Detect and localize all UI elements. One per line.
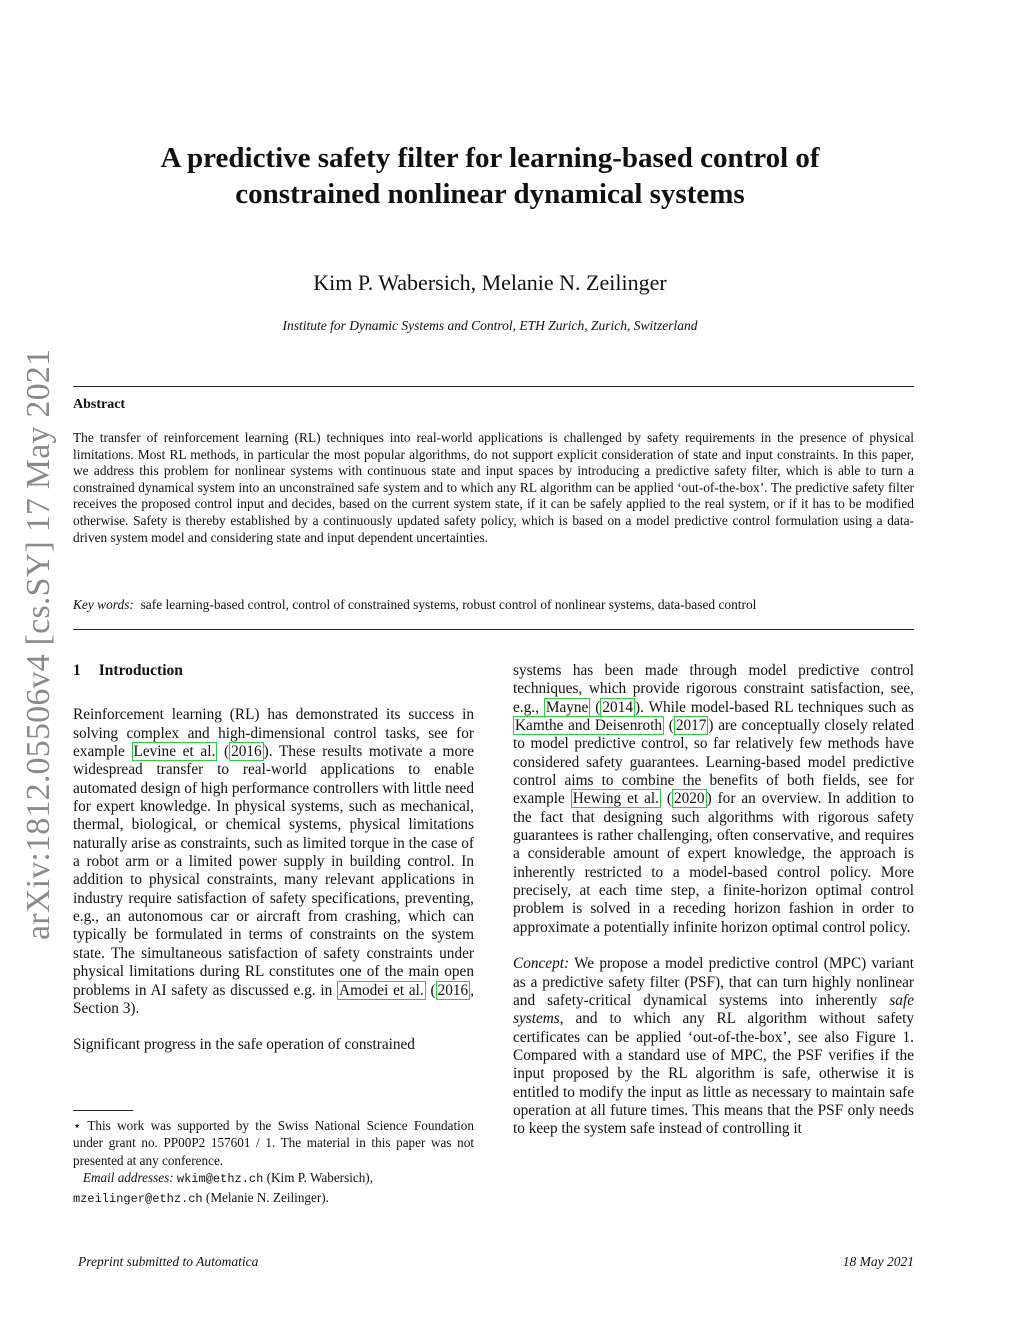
section-number: 1 — [73, 662, 81, 679]
section-title: Introduction — [98, 662, 183, 679]
right-column — [513, 662, 914, 1157]
keywords-label: Key words: — [73, 597, 134, 612]
intro-paragraph-2-continued — [513, 662, 914, 937]
abstract-bottom-rule — [73, 629, 914, 630]
left-column — [73, 662, 474, 1073]
citation-year-link-kamthe[interactable]: 2017 — [675, 717, 707, 735]
footnote-support — [73, 1117, 474, 1169]
footer-preprint-note: Preprint submitted to Automatica — [78, 1254, 259, 1269]
email-name-wabersich: (Kim P. Wabersich), — [263, 1170, 373, 1186]
email-label: Email addresses: — [82, 1170, 174, 1186]
abstract-heading: Abstract — [73, 397, 126, 412]
footnote-star: ⋆ — [73, 1118, 82, 1133]
text-run: ) for an overview. In addition to the fact that designing such algorithms with rigorous safety guarantees is rather challenging, often conservative, and requires a considerable amount of expert knowledge, the approach is inherently restricted to a model-based control policy. More precisely, at each time step, a finite-horizon optimal control problem is solved in a receding horizon fashion in order to approximate a potentially infinite horizon optimal control policy. — [513, 790, 915, 936]
text-run: ( — [660, 790, 672, 808]
text-run: ). These results motivate a more widespread transfer to real-world applications to enable automated design of high performance controllers with little need for expert knowledge. In physical systems, such as mechanical, thermal, biological, or chemical systems, physical limitations naturally arise as constraints, such as limited torque in the case of a robot arm or a limited power supply in building control. In addition to physical constraints, many relevant applications in industry require satisfaction of safety specifications, preventing, e.g., an autonomous car or aircraft from crashing, which can typically be formulated in terms of constraints on the system state. The simultaneous satisfaction of safety constraints under physical limitations during RL constitutes one of the main open problems in AI safety as discussed e.g. in — [73, 743, 474, 999]
citation-year-link-hewing[interactable]: 2020 — [673, 790, 705, 808]
citation-link-mayne[interactable]: Mayne — [545, 698, 589, 716]
abstract-body: The transfer of reinforcement learning (RL) techniques into real-world applications is challenged by safety requirements in the presence of physical limitations. Most RL methods, in particular the most popular algorithms, do not support explicit consideration of state and input constraints. In this paper, we address this problem for nonlinear systems with continuous state and input spaces by introducing a predictive safety filter, which is able to turn a constrained dynamical system into an unconstrained safe system and to which any RL algorithm can be applied ‘out-of-the-box’. The predictive safety filter receives the proposed control input and decides, based on the current system state, if it can be safely applied to the real system, or if it has to be modified otherwise. Safety is thereby established by a continuously updated safety policy, which is based on a model predictive control formulation using a data-driven system model and considering state and input dependent uncertainties. — [73, 430, 914, 545]
emphasis-safe-systems: safe systems — [513, 991, 914, 1028]
text-run: , and to which any RL algorithm without safety certificates can be applied ‘out-of-the-box’, see also Figure 1. Compared with a standard use of MPC, the PSF verifies if the input proposed by the RL algorithm is safe, otherwise it is entitled to modify the input as little as necessary to maintain safe operation at all future times. This means that the PSF only needs to keep the system safe instead of controlling it — [513, 1010, 914, 1138]
concept-paragraph — [513, 955, 914, 1138]
citation-year-link-levine[interactable]: 2016 — [231, 743, 262, 761]
title-line-1: A predictive safety filter for learning-based control of — [160, 142, 820, 174]
intro-paragraph-2-start: Significant progress in the safe operation of constrained — [73, 1036, 415, 1054]
footer-date: 18 May 2021 — [842, 1254, 914, 1269]
keywords-text: safe learning-based control, control of constrained systems, robust control of nonlinear systems, data-based control — [140, 597, 757, 612]
text-run: ( — [590, 698, 601, 716]
title-line-2: constrained nonlinear dynamical systems — [235, 178, 745, 210]
intro-paragraph-1 — [73, 706, 474, 1018]
footnote-emails — [73, 1169, 474, 1208]
citation-year-link-amodei[interactable]: 2016 — [437, 981, 469, 999]
section-heading-introduction — [73, 662, 474, 680]
authors: Kim P. Wabersich, Melanie N. Zeilinger — [313, 270, 667, 295]
footnote-rule — [73, 1110, 133, 1111]
text-run: ( — [425, 981, 436, 999]
citation-link-levine[interactable]: Levine et al. — [133, 743, 216, 761]
text-run: , Section 3). — [73, 981, 475, 1017]
affiliation: Institute for Dynamic Systems and Control, ETH Zurich, Zurich, Switzerland — [282, 318, 698, 333]
citation-link-amodei[interactable]: Amodei et al. — [339, 981, 424, 999]
text-run: Reinforcement learning (RL) has demonstrated its success in solving complex and high-dimensional control tasks, see for example — [73, 706, 474, 761]
abstract-top-rule — [73, 386, 914, 387]
citation-link-kamthe[interactable]: Kamthe and Deisenroth — [515, 717, 663, 735]
text-run: systems has been made through model predictive control techniques, which provide rigorous constraint satisfaction, see, e.g., — [513, 662, 914, 716]
concept-label: Concept: — [513, 955, 570, 973]
footnotes — [73, 1117, 474, 1208]
paper-title — [120, 140, 860, 212]
footnote-support-text: This work was supported by the Swiss National Science Foundation under grant no. PP00P2 157601 / 1. The material in this paper was not presented at any conference. — [73, 1118, 474, 1168]
keywords — [73, 597, 914, 614]
citation-year-link-mayne[interactable]: 2014 — [602, 698, 633, 716]
text-run: ). While model-based RL techniques such as — [634, 698, 914, 716]
text-run: We propose a model predictive control (MPC) variant as a predictive safety filter (PSF), that can turn highly nonlinear and safety-critical dynamical systems into inherently — [513, 955, 914, 1009]
text-run: ( — [664, 717, 674, 735]
email-link-zeilinger[interactable]: mzeilinger@ethz.ch — [73, 1191, 203, 1206]
citation-link-hewing[interactable]: Hewing et al. — [572, 790, 659, 808]
email-link-wabersich[interactable]: wkim@ethz.ch — [176, 1172, 264, 1187]
email-name-zeilinger: (Melanie N. Zeilinger). — [202, 1189, 329, 1205]
text-run: ) are conceptually closely related to model predictive control, so far relatively few methods have considered safety guarantees. Learning-based model predictive control aims to combine the benefits of both fields, see for example — [513, 717, 915, 808]
text-run: ( — [217, 743, 230, 761]
arxiv-identifier-stamp: arXiv:1812.05506v4 [cs.SY] 17 May 2021 — [20, 348, 57, 940]
